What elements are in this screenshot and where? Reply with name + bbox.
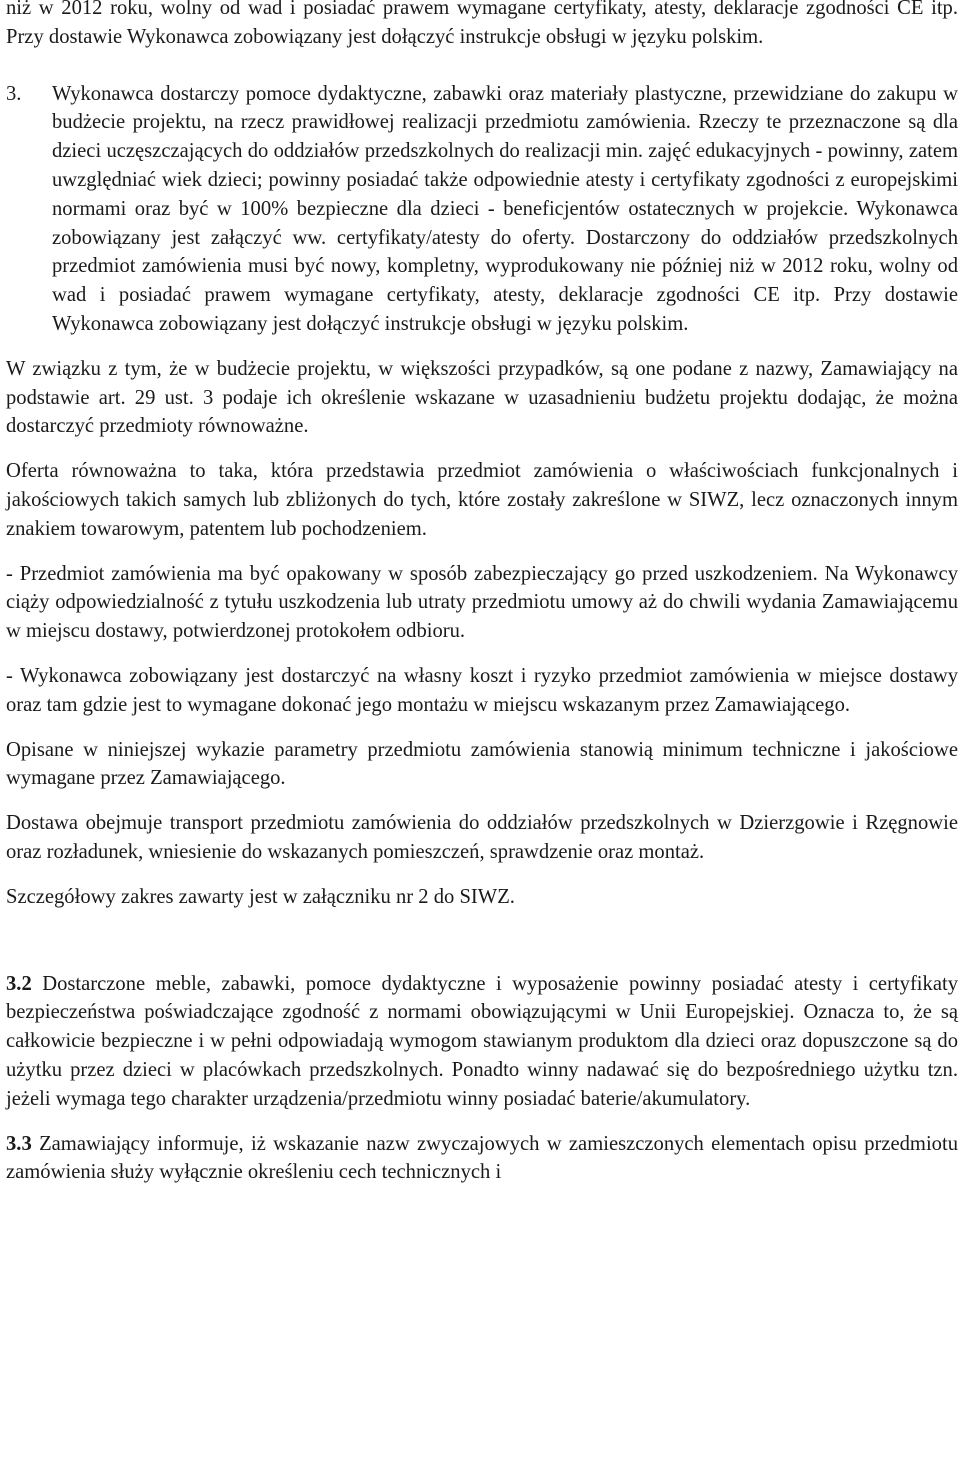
section-3-2: [6, 970, 958, 1114]
paragraph-koszt-dostawy: - Wykonawca zobowiązany jest dostarczyć na własny koszt i ryzyko przedmiot zamówienia w miejsce dostawy oraz tam gdzie jest to wymagane dokonać jego montażu w miejscu wskazanym przez Zamawiającego.: [6, 664, 958, 716]
paragraph-zakres: Szczegółowy zakres zawarty jest w załączniku nr 2 do SIWZ.: [6, 885, 515, 908]
paragraph-continuation: niż w 2012 roku, wolny od wad i posiadać prawem wymagane certyfikaty, atesty, deklaracje zgodności CE itp. Przy dostawie Wykonawca zobowiązany jest dołączyć instrukcje obsługi w języku polskim.: [6, 0, 958, 48]
paragraph-parametry: Opisane w niniejszej wykazie parametry przedmiotu zamówienia stanowią minimum techniczne i jakościowe wymagane przez Zamawiającego.: [6, 738, 958, 790]
paragraph-dostawa: Dostawa obejmuje transport przedmiotu zamówienia do oddziałów przedszkolnych w Dzierzgowie i Rzęgnowie oraz rozładunek, wniesienie do wskazanych pomieszczeń, sprawdzenie oraz montaż.: [6, 812, 958, 863]
list-item-text: Wykonawca dostarczy pomoce dydaktyczne, zabawki oraz materiały plastyczne, przewidziane do zakupu w budżecie projektu, na rzecz prawidłowej realizacji przedmiotu zamówienia. Rzeczy te przeznaczone są dla dzieci uczęszczających do oddziałów przedszkolnych do realizacji min. zajęć edukacyjnych - powinny, zatem uwzględniać wiek dzieci; powinny posiadać także odpowiednie atesty i certyfikaty zgodności z europejskimi normami oraz być w 100% bezpieczne dla dzieci - beneficjentów ostatecznych w projekcie. Wykonawca zobowiązany jest załączyć ww. certyfikaty/atesty do oferty. Dostarczony do oddziałów przedszkolnych przedmiot zamówienia musi być nowy, kompletny, wyprodukowany nie później niż w 2012 roku, wolny od wad i posiadać prawem wymagane certyfikaty, atesty, deklaracje zgodności CE itp. Przy dostawie Wykonawca zobowiązany jest dołączyć instrukcje obsługi w języku polskim.: [52, 82, 958, 335]
section-3-3: [6, 1130, 958, 1188]
list-item-number: 3.: [6, 82, 22, 105]
section-number: 3.3: [6, 1132, 32, 1155]
paragraph-oferta-rownowazna: Oferta równoważna to taka, która przedstawia przedmiot zamówienia o właściwościach funkcjonalnych i jakościowych takich samych lub zbliżonych do tych, które zostały zakreślone w SIWZ, lecz oznaczonych innym znakiem towarowym, patentem lub pochodzeniem.: [6, 460, 958, 540]
section-number: 3.2: [6, 972, 32, 995]
section-text: Zamawiający informuje, iż wskazanie nazw zwyczajowych w zamieszczonych elementach opisu przedmiotu zamówienia służy wyłącznie określeniu cech technicznych i: [6, 1132, 958, 1184]
list-item-3: [6, 80, 958, 339]
paragraph-opakowanie: - Przedmiot zamówienia ma być opakowany w sposób zabezpieczający go przed uszkodzeniem. Na Wykonawcy ciąży odpowiedzialność z tytułu uszkodzenia lub utraty przedmiotu umowy aż do chwili wydania Zamawiającemu w miejscu dostawy, potwierdzonej protokołem odbioru.: [6, 562, 958, 643]
paragraph-budzet: W związku z tym, że w budżecie projektu, w większości przypadków, są one podane z nazwy, Zamawiający na podstawie art. 29 ust. 3 podaje ich określenie wskazane w uzasadnieniu budżetu projektu dodając, że można dostarczyć przedmioty równoważne.: [6, 357, 958, 438]
section-text: Dostarczone meble, zabawki, pomoce dydaktyczne i wyposażenie powinny posiadać atesty i certyfikaty bezpieczeństwa poświadczające zgodność z normami obowiązującymi w Unii Europejskiej. Oznacza to, że są całkowicie bezpieczne i w pełni odpowiadają wymogom stawianym produktom dla dzieci oraz dopuszczone są do użytku przez dzieci w placówkach przedszkolnych. Ponadto winny nadawać się do bezpośredniego użytku tzn. jeżeli wymaga tego charakter urządzenia/przedmiotu winny posiadać baterie/akumulatory.: [6, 972, 958, 1110]
